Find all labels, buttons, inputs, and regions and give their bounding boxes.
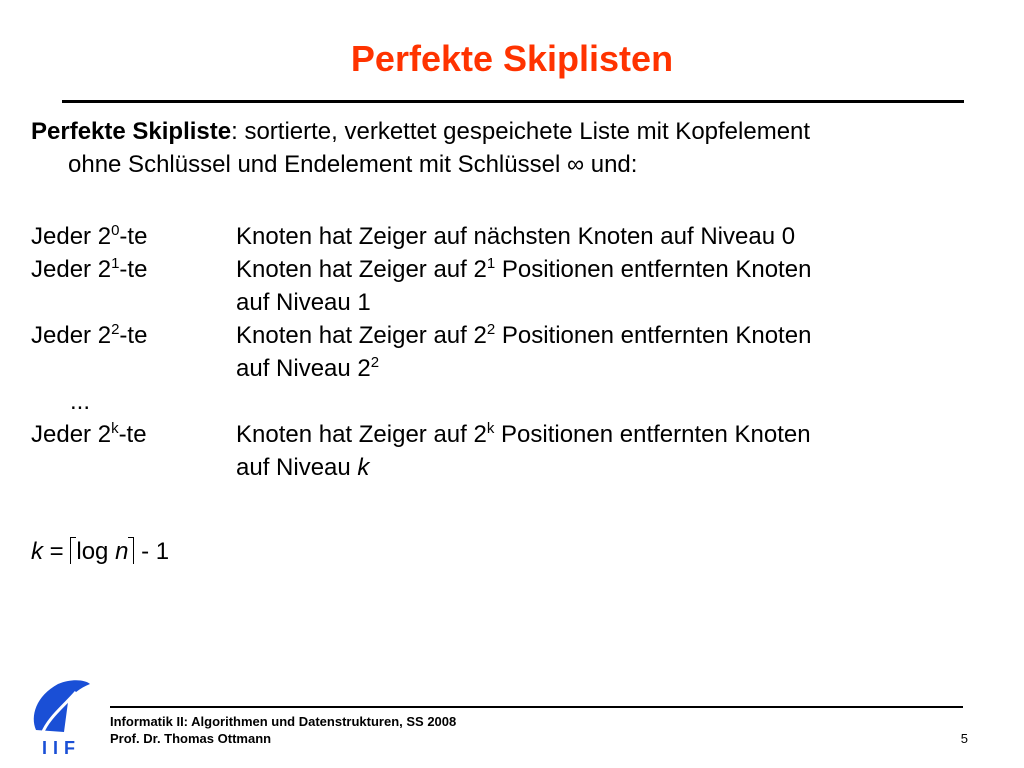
row-text: Knoten hat Zeiger auf $2^2$ Positionen entfernten Knoten auf Niveau $2^2$ — [236, 321, 812, 382]
formula-k: k — [31, 538, 43, 565]
row-text: Knoten hat Zeiger auf nächsten Knoten auf Niveau 0 — [236, 223, 796, 250]
row-label: Jeder 2$^k$-te — [31, 420, 147, 448]
definition-line2: ohne Schlüssel und Endelement mit Schlüssel ∞ und: — [68, 151, 638, 178]
logo-text: IIF — [42, 738, 81, 758]
title-divider — [62, 100, 964, 103]
level-row-0 — [31, 220, 811, 253]
formula-rest: - 1 — [134, 538, 170, 565]
footer-course: Informatik II: Algorithmen und Datenstrukturen, SS 2008 — [110, 714, 457, 729]
ellipsis: ... — [70, 388, 91, 415]
row-label: Jeder $2^0-te$ — [31, 222, 148, 250]
level-row-k — [31, 418, 811, 484]
formula-equals: = — [43, 538, 71, 565]
footer-divider — [110, 706, 963, 708]
definition-line1: : sortierte, verkettet gespeichete Liste mit Kopfelement — [231, 118, 811, 145]
level-row-1 — [31, 253, 811, 319]
level-rows — [31, 220, 811, 484]
row-text: Knoten hat Zeiger auf 2$^k$ Positionen entfernten Knoten auf Niveau k — [236, 420, 811, 481]
formula — [31, 535, 169, 568]
slide-title: Perfekte Skiplisten — [350, 38, 674, 79]
definition-block — [31, 115, 810, 181]
iif-logo — [28, 678, 98, 758]
row-label: Jeder $2^1-te$ — [31, 255, 148, 283]
row-text: Knoten hat Zeiger auf $2^1$ Positionen entfernten Knoten auf Niveau 1 — [236, 255, 812, 316]
footer-professor: Prof. Dr. Thomas Ottmann — [110, 731, 272, 746]
definition-term: Perfekte Skipliste — [31, 118, 232, 145]
level-row-2 — [31, 319, 811, 385]
page-number: 5 — [960, 731, 968, 746]
row-label: Jeder $2^2-te$ — [31, 321, 148, 349]
ceiling-brackets: log n — [70, 535, 134, 568]
